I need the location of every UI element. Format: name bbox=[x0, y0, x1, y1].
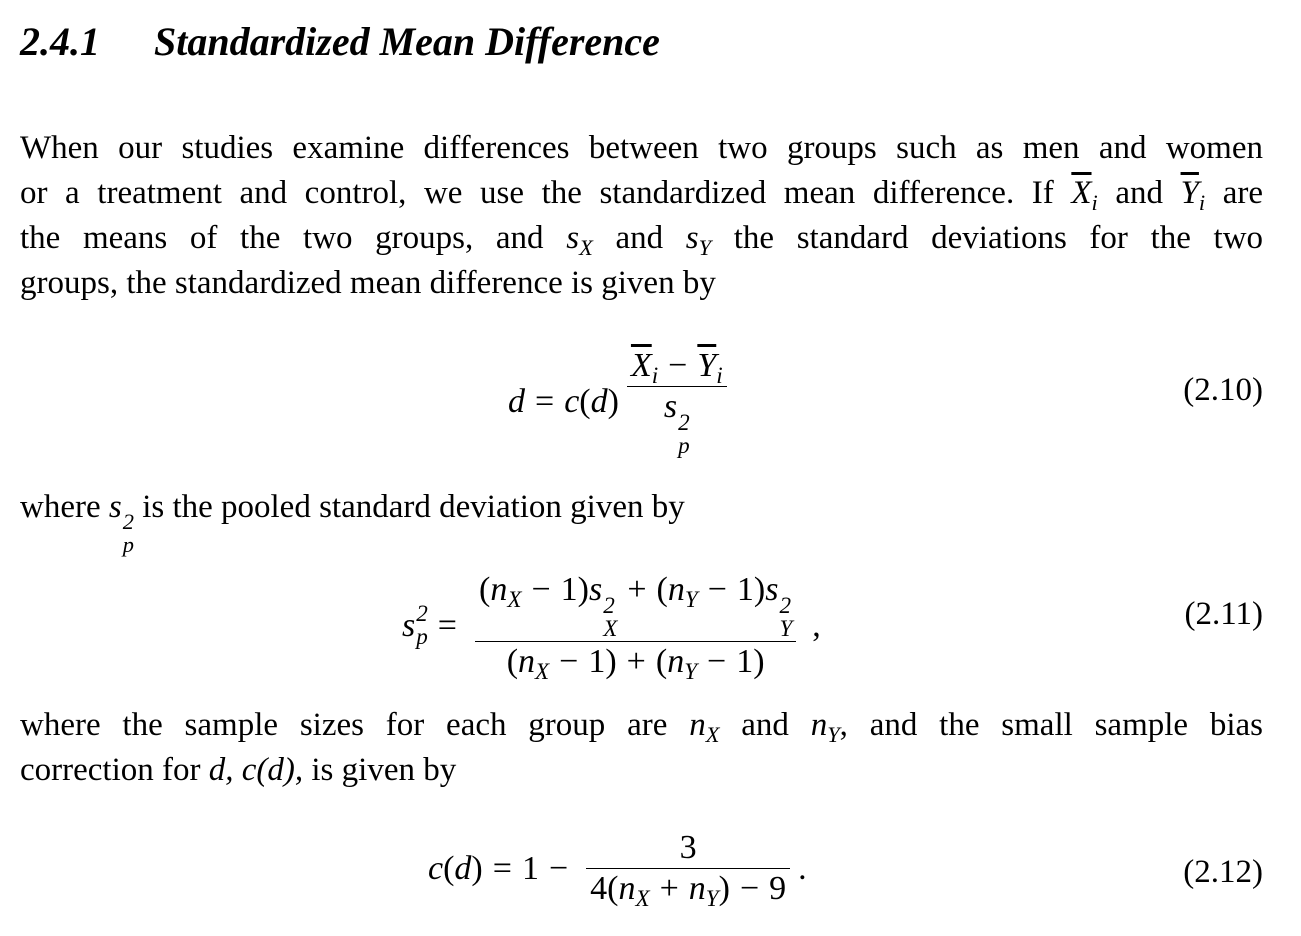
paragraph-line: correction for d, c(d), is given by bbox=[20, 752, 457, 788]
fraction: $(n_X - 1)s$ 2 X + $(n_Y - 1)s$ 2 Y $(n_X - 1) + (n_Y - 1)$ bbox=[475, 570, 796, 682]
math-s-y: $s_Y$ bbox=[685, 220, 712, 260]
math-n-y: $n_Y$ bbox=[810, 707, 840, 747]
fraction: $\frac{3}{4(n_X + n_Y) - 9}$ bbox=[586, 828, 790, 909]
math-n-x: $n_X$ bbox=[689, 707, 720, 747]
equation-number: (2.10) bbox=[1183, 372, 1263, 408]
paragraph-line: When our studies examine differences between two groups such as men and women bbox=[20, 130, 1263, 166]
pooled-sd-paragraph bbox=[20, 485, 1263, 557]
math-s-x: $s_X$ bbox=[566, 220, 593, 260]
sample-size-paragraph bbox=[20, 703, 1263, 793]
equation-number: (2.12) bbox=[1183, 854, 1263, 890]
paragraph-line: where s 2 p is the pooled standard deviation given by bbox=[20, 489, 685, 557]
math-ybar-i: $\overline{Y}_i$ bbox=[1180, 175, 1206, 215]
math-xbar-i: $\overline{X}_i$ bbox=[1071, 175, 1098, 215]
intro-paragraph bbox=[20, 126, 1263, 306]
section-title: Standardized Mean Difference bbox=[154, 19, 660, 64]
paragraph-line: the means of the two groups, and $s_X$ and $s_Y$ the standard deviations for the two bbox=[20, 220, 1264, 260]
equation-2-10 bbox=[0, 342, 1301, 459]
equation-body: s 2 p = $(n_X - 1)s$ 2 X + $(n_Y - 1)s$ 2 Y $(n_X - 1) + (n_Y - 1)$ , bbox=[402, 571, 821, 685]
equation-body: d = c ( d ) $\overline{X}_i - \overline{Y}_i$ s 2 p bbox=[508, 346, 735, 458]
equation-number: (2.11) bbox=[1184, 596, 1263, 632]
paragraph-line: where the sample sizes for each group are $n_X$ and $n_Y$, and the small sample bias bbox=[20, 707, 1264, 747]
paragraph-line: groups, the standardized mean difference is given by bbox=[20, 265, 716, 301]
section-number: 2.4.1 bbox=[20, 19, 100, 64]
math-sp-squared: s bbox=[108, 489, 122, 525]
section-heading bbox=[20, 14, 660, 70]
paragraph-line: or a treatment and control, we use the standardized mean difference. If $\overline{X}_i$ and $\overline{Y}_i$ are bbox=[20, 175, 1264, 215]
fraction: $\overline{X}_i - \overline{Y}_i$ s 2 p bbox=[627, 346, 727, 458]
equation-2-11 bbox=[0, 566, 1301, 685]
equation-2-12 bbox=[0, 826, 1301, 930]
equation-body: c ( d ) = 1 − $\frac{3}{4(n_X + n_Y) - 9}$ . bbox=[428, 829, 807, 912]
